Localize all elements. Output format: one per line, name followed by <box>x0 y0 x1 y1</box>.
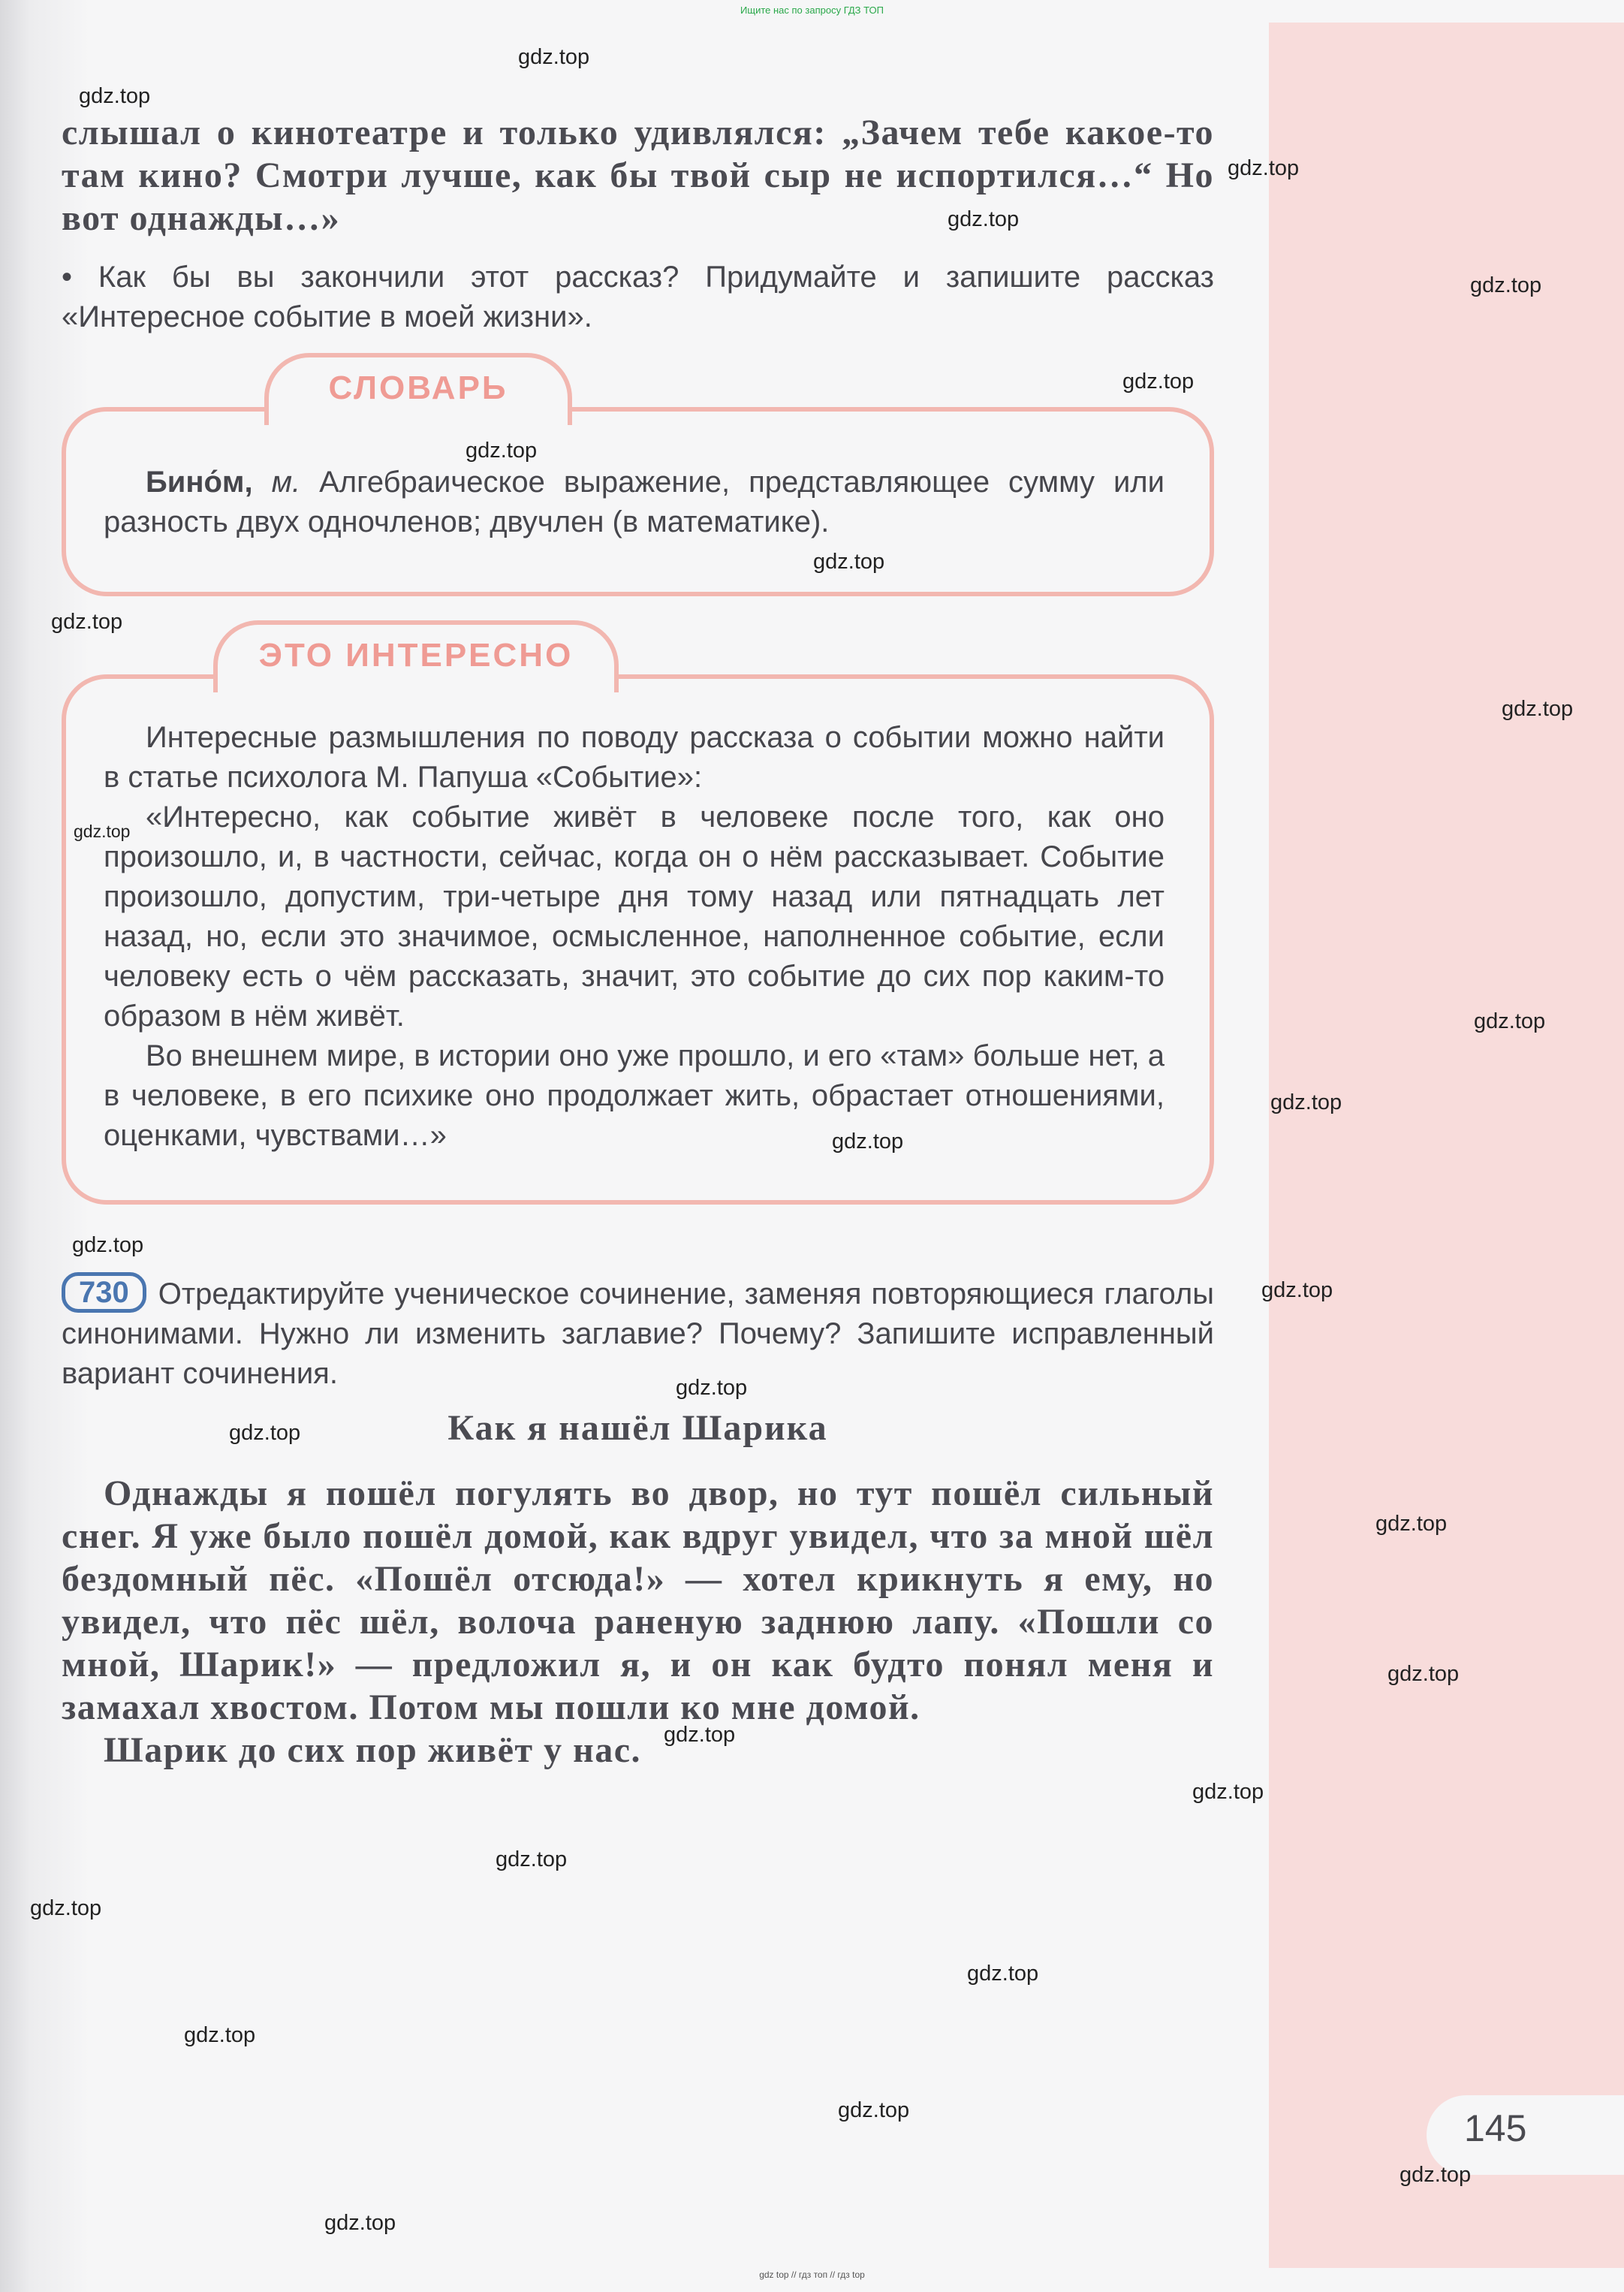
interesting-box <box>62 637 1214 1205</box>
dictionary-definition: Алгебраическое выражение, представляющее сумму или разность двух одночленов; двучлен (в математике). <box>104 466 1165 538</box>
interesting-label: ЭТО ИНТЕРЕСНО <box>213 620 619 692</box>
interesting-paragraph: Во внешнем мире, в истории оно уже прошло, и его «там» больше нет, а в человеке, в его психике оно продолжает жить, обрастает отношениями, оценками, чувствами…» <box>104 1039 1165 1152</box>
watermark: gdz.top <box>496 1847 568 1871</box>
dictionary-entry <box>104 463 1165 542</box>
interesting-paragraph: Интересные размышления по поводу рассказа о событии можно найти в статье психолога М. Папуша «Событие»: <box>104 721 1165 794</box>
watermark: gdz.top <box>664 1723 736 1747</box>
watermark: gdz.top <box>229 1421 301 1445</box>
essay-paragraph: Однажды я пошёл погулять во двор, но тут пошёл сильный снег. Я уже было пошёл домой, как вдруг увидел, что за мной шёл бездомный пёс. «Пошёл отсюда!» — хотел крикнуть я ему, но увидел, что пёс шёл, волоча раненую заднюю лапу. «Пошли со мной, Шарик!» — предложил я, и он как будто понял меня и замахал хвостом. Потом мы пошли ко мне домой. <box>62 1473 1214 1727</box>
watermark: gdz.top <box>324 2211 396 2235</box>
exercise-number-badge: 730 <box>62 1272 146 1313</box>
essay-title: Как я нашёл Шарика <box>447 1408 828 1448</box>
watermark: gdz.top <box>74 822 131 841</box>
watermark: gdz.top <box>1474 1009 1546 1033</box>
watermark: gdz.top <box>1122 369 1195 394</box>
page-margin-band <box>1269 23 1624 2268</box>
watermark: gdz.top <box>51 610 123 634</box>
watermark: gdz.top <box>466 439 538 463</box>
dictionary-gender: м. <box>271 466 301 499</box>
task-question-text: • Как бы вы закончили этот рассказ? Придумайте и запишите рассказ «Интересное событие в моей жизни». <box>62 261 1214 333</box>
task-question <box>62 258 1214 337</box>
watermark: gdz.top <box>1470 273 1542 297</box>
interesting-paragraph: «Интересно, как событие живёт в человеке после того, как оно произошло, и, в частности, сейчас, когда он о нём рассказывает. Событие произошло, допустим, три-четыре дня тому назад или пятнадцать лет назад, но, если это значимое, осмысленное, наполненное событие, если человеку есть о чём рассказать, значит, это событие до сих пор каким-то образом в нём живёт. <box>104 801 1165 1033</box>
exercise-text-block <box>62 1272 1214 1394</box>
watermark: gdz.top <box>1375 1512 1448 1536</box>
watermark: gdz.top <box>1192 1780 1264 1804</box>
watermark: gdz.top <box>813 550 885 574</box>
watermark: gdz.top <box>1400 2163 1472 2187</box>
watermark: gdz.top <box>184 2023 256 2047</box>
essay-paragraph: Шарик до сих пор живёт у нас. <box>104 1730 642 1770</box>
watermark: gdz.top <box>676 1376 748 1400</box>
watermark: gdz.top <box>1270 1090 1342 1114</box>
watermark: gdz.top <box>72 1233 144 1257</box>
dictionary-body <box>66 412 1210 565</box>
watermark: gdz.top <box>948 207 1020 231</box>
watermark: gdz.top <box>832 1129 904 1154</box>
watermark: gdz.top <box>967 1962 1039 1986</box>
page-number: 145 <box>1464 2107 1527 2149</box>
watermark: gdz.top <box>1261 1278 1333 1302</box>
watermark: gdz.top <box>79 84 151 108</box>
exercise-730 <box>62 1272 1214 1394</box>
top-banner: Ищите нас по запросу ГДЗ ТОП <box>740 5 884 16</box>
dictionary-label: СЛОВАРЬ <box>264 353 572 425</box>
story-continuation <box>62 111 1214 240</box>
watermark: gdz.top <box>30 1896 102 1920</box>
watermark: gdz.top <box>1228 156 1300 180</box>
watermark: gdz.top <box>838 2098 910 2122</box>
watermark: gdz.top <box>1387 1662 1460 1686</box>
watermark: gdz.top <box>1502 697 1574 721</box>
watermark: gdz.top <box>518 45 590 69</box>
story-continuation-text: слышал о кинотеатре и только удивлялся: „Зачем тебе какое-то там кино? Смотри лучше, как бы твой сыр не испортился…“ Но вот однажды…» <box>62 113 1214 238</box>
essay-body <box>62 1472 1214 1772</box>
exercise-text: Отредактируйте ученическое сочинение, заменяя повторяющиеся глаголы синонимами. Нужно ли изменить заглавие? Почему? Запишите исправленный вариант сочинения. <box>62 1277 1214 1390</box>
bottom-banner: gdz top // гдз топ // гдз top <box>759 2269 865 2280</box>
interesting-body <box>66 679 1210 1178</box>
dictionary-term: Бино́м, <box>146 466 253 499</box>
